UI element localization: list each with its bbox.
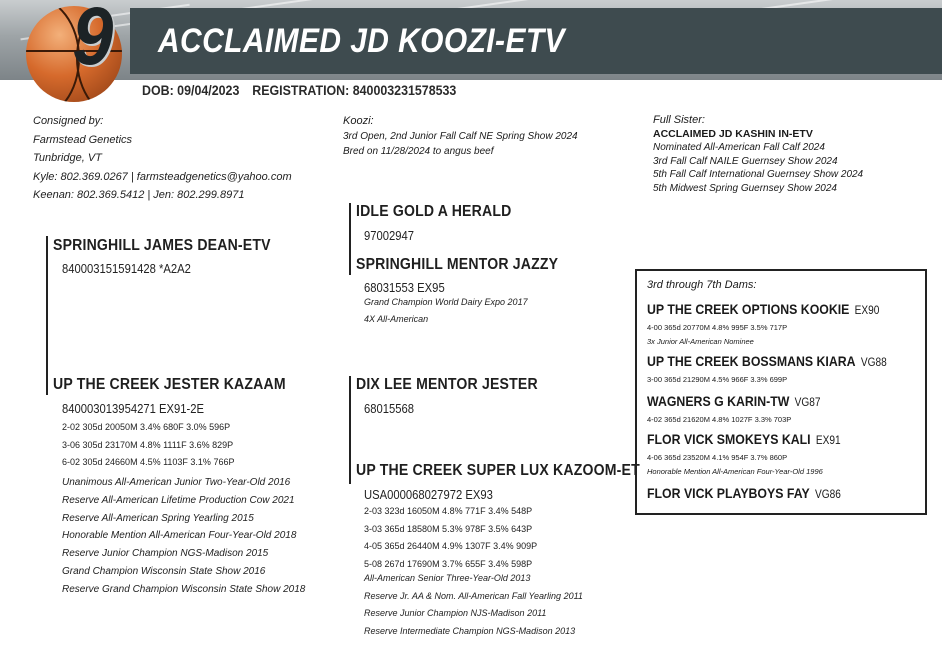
ancestor-dam-name [647,485,841,501]
dam-name-text: UP THE CREEK OPTIONS KOOKIE [647,301,850,317]
production-record: 3-06 305d 23170M 4.8% 1111F 3.6% 829P [62,439,234,450]
production-record: 6-02 305d 24660M 4.5% 1103F 3.1% 766P [62,457,235,468]
full-sister-line: Nominated All-American Fall Calf 2024 [653,142,825,154]
ancestor-dam-note: Honorable Mention All-American Four-Year-Old 1996 [647,467,823,476]
achievement: Reserve Junior Champion NJS-Madison 2011 [364,608,547,618]
dam-dam-registration: USA000068027972 EX93 [364,488,493,502]
pedigree-bracket [46,236,48,395]
achievement: All-American Senior Three-Year-Old 2013 [364,573,531,583]
dam-dam-achievements [364,570,583,640]
achievement: Grand Champion World Dairy Expo 2017 [364,297,528,307]
achievement: Reserve All-American Spring Yearling 2015 [62,512,254,524]
full-sister-name: ACCLAIMED JD KASHIN IN-ETV [653,127,813,140]
consignor-name: Farmstead Genetics [33,133,133,146]
sire-registration: 840003151591428 *A2A2 [62,262,191,276]
ancestor-dam-record: 4-00 365d 20770M 4.8% 995F 3.5% 717P [647,323,788,332]
sire-dam-name: SPRINGHILL MENTOR JAZZY [356,256,559,273]
achievement: 4X All-American [364,314,429,324]
dam-score: VG86 [814,489,841,501]
full-sister-line: 3rd Fall Calf NAILE Guernsey Show 2024 [653,155,838,167]
ancestor-dam-record: 3-00 365d 21290M 4.5% 966F 3.3% 699P [647,375,788,384]
registration: REGISTRATION: 840003231578533 [252,83,457,98]
achievement: Unanimous All-American Junior Two-Year-Old 2016 [62,477,291,488]
sire-sire-name: IDLE GOLD A HERALD [356,203,512,220]
dam-name-text: WAGNERS G KARIN-TW [647,393,790,409]
dam-name-text: FLOR VICK SMOKEYS KALI [647,431,811,447]
animal-name: ACCLAIMED JD KOOZI-ETV [158,22,565,60]
consignor-block [33,112,333,205]
production-record: 5-08 267d 17690M 3.7% 655F 3.4% 598P [364,558,533,569]
consignor-label: Consigned by: [33,115,104,127]
achievement: Reserve Grand Champion Wisconsin State Show 2018 [62,583,306,595]
full-sister-block [653,114,923,196]
dam-sire-name: DIX LEE MENTOR JESTER [356,376,538,393]
ancestor-dam-name [647,353,887,369]
dam-achievements [62,474,305,599]
sire-sire-registration: 97002947 [364,229,415,243]
ancestor-dam-name [647,301,879,317]
dam-score: VG88 [860,357,887,369]
dam-dam-records [364,503,537,573]
sire-name: SPRINGHILL JAMES DEAN-ETV [53,237,271,254]
achievement: Reserve All-American Lifetime Production Cow 2021 [62,494,295,506]
ancestor-dam-record: 4-06 365d 23520M 4.1% 954F 3.7% 860P [647,453,788,462]
dam-name: UP THE CREEK JESTER KAZAAM [53,376,286,393]
dam-name-text: FLOR VICK PLAYBOYS FAY [647,485,810,501]
production-record: 3-03 365d 18580M 5.3% 978F 3.5% 643P [364,523,533,534]
pedigree-bracket [349,203,351,275]
consignor-location: Tunbridge, VT [33,152,102,164]
dam-name-text: UP THE CREEK BOSSMANS KIARA [647,353,856,369]
achievement: Reserve Junior Champion NGS-Madison 2015 [62,548,269,560]
lot-number: 9 [72,0,114,82]
ancestor-dam-note: 3x Junior All-American Nominee [647,337,754,346]
production-record: 2-03 323d 16050M 4.8% 771F 3.4% 548P [364,506,533,516]
achievement: Reserve Jr. AA & Nom. All-American Fall Yearling 2011 [364,590,583,601]
dam-registration: 840003013954271 EX91-2E [62,402,205,416]
dam-score: VG87 [794,397,821,409]
dam-score: EX91 [815,435,841,447]
ancestor-dam-name [647,393,821,409]
achievement: Grand Champion Wisconsin State Show 2016 [62,565,266,577]
koozi-label: Koozi: [343,115,374,127]
full-sister-line: 5th Midwest Spring Guernsey Show 2024 [653,182,837,194]
dams-box [635,269,927,515]
dob-registration-line [142,83,469,98]
full-sister-label: Full Sister: [653,114,705,126]
dams-box-label: 3rd through 7th Dams: [647,279,757,291]
dam-score: EX90 [854,305,880,317]
sire-dam-registration: 68031553 EX95 [364,281,445,295]
koozi-line: Bred on 11/28/2024 to angus beef [343,146,494,157]
sire-dam-achievements [364,294,528,328]
ancestor-dam-name [647,431,841,447]
dam-dam-name: UP THE CREEK SUPER LUX KAZOOM-ET [356,462,640,479]
ancestor-dam-record: 4-02 365d 21620M 4.8% 1027F 3.3% 703P [647,415,792,424]
pedigree-bracket [349,376,351,484]
koozi-line: 3rd Open, 2nd Junior Fall Calf NE Spring Show 2024 [343,131,578,142]
dam-sire-registration: 68015568 [364,402,415,416]
full-sister-line: 5th Fall Calf International Guernsey Show 2024 [653,169,864,181]
koozi-note [343,114,643,159]
dam-records [62,419,234,472]
consignor-contact: Keenan: 802.369.5412 | Jen: 802.299.8971 [33,189,245,201]
production-record: 4-05 365d 26440M 4.9% 1307F 3.4% 909P [364,541,538,552]
achievement: Reserve Intermediate Champion NGS-Madison 2013 [364,625,576,636]
production-record: 2-02 305d 20050M 3.4% 680F 3.0% 596P [62,422,231,432]
dob: DOB: 09/04/2023 [142,83,240,98]
achievement: Honorable Mention All-American Four-Year-Old 2018 [62,530,297,542]
consignor-contact: Kyle: 802.369.0267 | farmsteadgenetics@yahoo.com [33,170,292,183]
